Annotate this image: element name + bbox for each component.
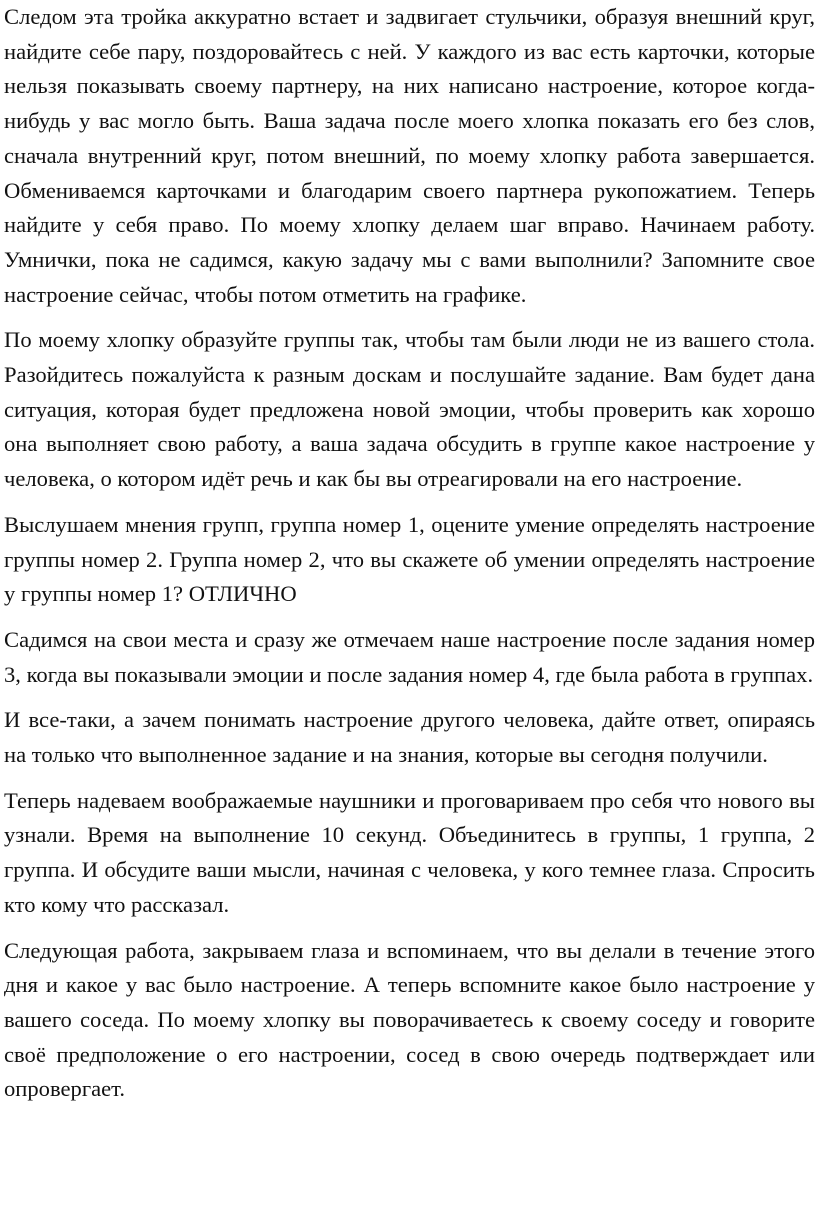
paragraph-7: Следующая работа, закрываем глаза и вспоминаем, что вы делали в течение этого дня и какое у вас было настроение. А теперь вспомните какое было настроение у вашего соседа. По моему хлопку вы поворачиваетесь к своему соседу и говорите своё предположение о его настроении, сосед в свою очередь подтверждает или опровергает.	[4, 937, 815, 1102]
paragraph-2: По моему хлопку образуйте группы так, чтобы там были люди не из вашего стола. Разойдитесь пожалуйста к разным доскам и послушайте задание. Вам будет дана ситуация, которая будет предложена новой эмоции, чтобы проверить как хорошо она выполняет свою работу, а ваша задача обсудить в группе какое настроение у человека, о котором идёт речь и как бы вы отреагировали на его настроение.	[4, 327, 815, 492]
paragraph-5: И все-таки, а зачем понимать настроение другого человека, дайте ответ, опираясь на только что выполненное задание и на знания, которые вы сегодня получили.	[4, 707, 815, 768]
paragraph-1: Следом эта тройка аккуратно встает и задвигает стульчики, образуя внешний круг, найдите себе пару, поздоровайтесь с ней. У каждого из вас есть карточки, которые нельзя показывать своему партнеру, на них написано настроение, которое когда-нибудь у вас могло быть. Ваша задача после моего хлопка показать его без слов, сначала внутренний круг, потом внешний, по моему хлопку работа завершается. Обмениваемся карточками и благодарим своего партнера рукопожатием. Теперь найдите у себя право. По моему хлопку делаем шаг вправо. Начинаем работу. Умнички, пока не садимся, какую задачу мы с вами выполнили? Запомните свое настроение сейчас, чтобы потом отметить на графике.	[4, 4, 815, 307]
paragraph-6: Теперь надеваем воображаемые наушники и проговариваем про себя что нового вы узнали. Время на выполнение 10 секунд. Объединитесь в группы, 1 группа, 2 группа. И обсудите ваши мысли, начиная с человека, у кого темнее глаза. Спросить кто кому что рассказал.	[4, 787, 815, 917]
paragraph-3: Выслушаем мнения групп, группа номер 1, оцените умение определять настроение группы номер 2. Группа номер 2, что вы скажете об умении определять настроение у группы номер 1? ОТЛИЧНО	[4, 511, 815, 607]
paragraph-4: Садимся на свои места и сразу же отмечаем наше настроение после задания номер 3, когда вы показывали эмоции и после задания номер 4, где была работа в группах.	[4, 626, 815, 687]
